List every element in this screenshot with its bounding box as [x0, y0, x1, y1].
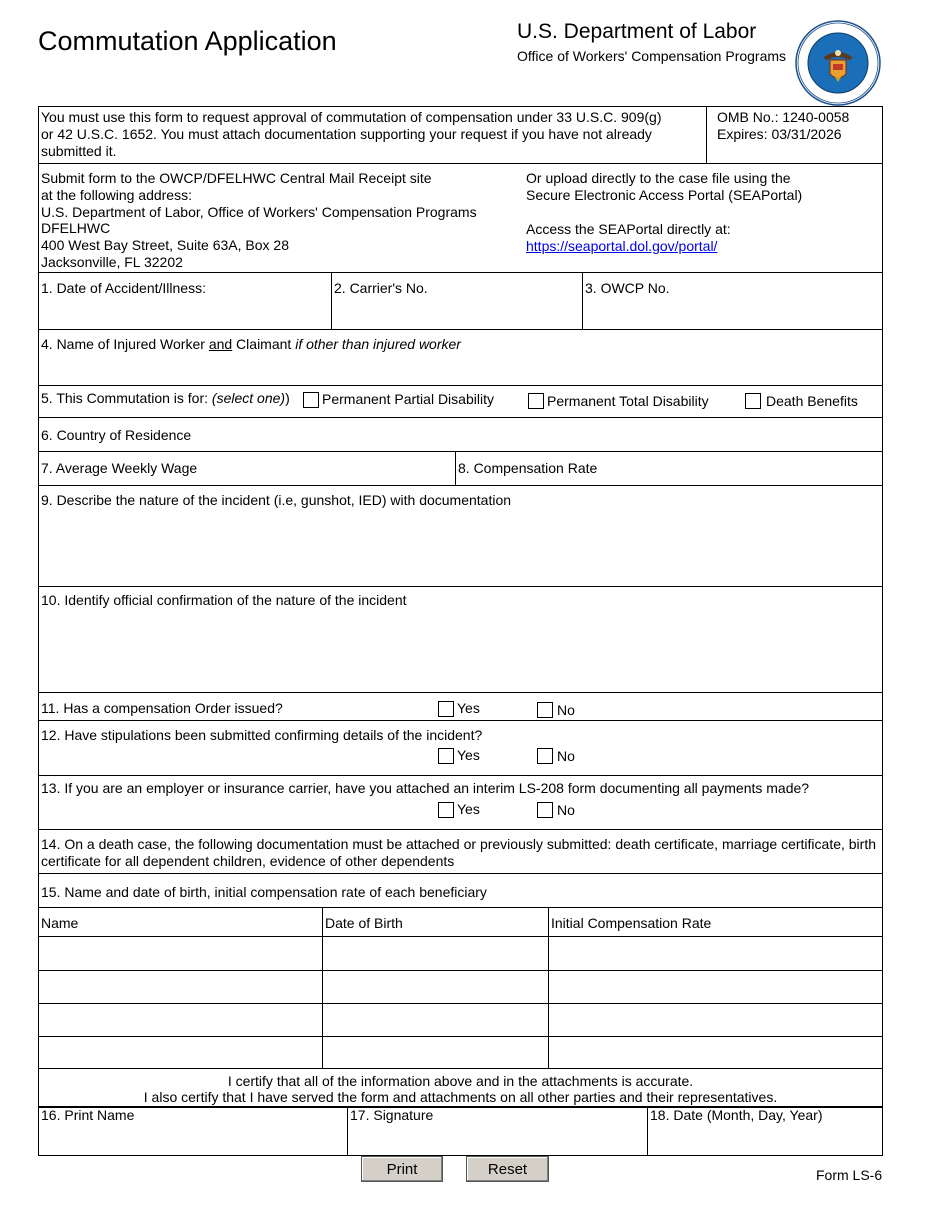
submit-line-4: DFELHWC: [41, 220, 111, 236]
reset-button[interactable]: Reset: [466, 1156, 549, 1182]
official-confirmation-label: 10. Identify official confirmation of the nature of the incident: [41, 592, 407, 608]
date-of-accident-label: 1. Date of Accident/Illness:: [41, 280, 206, 296]
stipulations-yes-checkbox[interactable]: [438, 748, 454, 764]
table-header-name: Name: [41, 915, 79, 931]
submit-line-2: at the following address:: [41, 187, 192, 203]
death-benefits-label: Death Benefits: [766, 393, 858, 409]
ppd-checkbox[interactable]: [303, 392, 319, 408]
date-label: 18. Date (Month, Day, Year): [650, 1107, 823, 1123]
intro-line-1: You must use this form to request approval of commutation of compensation under 33 U.S.C. 909(g): [41, 109, 662, 125]
table-row[interactable]: [39, 1037, 882, 1068]
submit-line-1: Submit form to the OWCP/DFELHWC Central Mail Receipt site: [41, 170, 432, 186]
submit-line-3: U.S. Department of Labor, Office of Workers' Compensation Programs: [41, 204, 477, 220]
table-header-dob: Date of Birth: [325, 915, 403, 931]
intro-line-3: submitted it.: [41, 143, 117, 159]
submit-line-6: Jacksonville, FL 32202: [41, 254, 183, 270]
table-header-comp-rate: Initial Compensation Rate: [551, 915, 712, 931]
beneficiaries-label: 15. Name and date of birth, initial compensation rate of each beneficiary: [41, 884, 487, 900]
stipulations-label: 12. Have stipulations been submitted confirming details of the incident?: [41, 727, 483, 743]
ls208-no-checkbox[interactable]: [537, 802, 553, 818]
death-case-docs-line-1: 14. On a death case, the following documentation must be attached or previously submitted: death certificate, marriage certificate, birth: [41, 836, 877, 852]
ls208-yes-checkbox[interactable]: [438, 802, 454, 818]
ls208-no-label: No: [557, 802, 575, 818]
country-of-residence-label: 6. Country of Residence: [41, 427, 192, 443]
order-issued-yes-checkbox[interactable]: [438, 701, 454, 717]
carrier-number-label: 2. Carrier's No.: [334, 280, 428, 296]
ls208-yes-label: Yes: [457, 801, 480, 817]
form-number: Form LS-6: [816, 1167, 883, 1183]
table-row[interactable]: [39, 937, 882, 970]
table-row[interactable]: [39, 1004, 882, 1036]
stipulations-no-label: No: [557, 748, 575, 764]
incident-nature-label: 9. Describe the nature of the incident (i.e, gunshot, IED) with documentation: [41, 492, 512, 508]
office-name: Office of Workers' Compensation Programs: [517, 48, 787, 64]
page-title: Commutation Application: [38, 26, 337, 56]
death-case-docs-line-2: certificate for all dependent children, evidence of other dependents: [41, 853, 455, 869]
ppd-label: Permanent Partial Disability: [322, 391, 494, 407]
ptd-checkbox[interactable]: [528, 393, 544, 409]
signature-label: 17. Signature: [350, 1107, 434, 1123]
print-button[interactable]: Print: [361, 1156, 443, 1182]
seaportal-link[interactable]: https://seaportal.dol.gov/portal/: [526, 238, 718, 254]
certify-line-1: I certify that all of the information above and in the attachments is accurate.: [227, 1073, 694, 1089]
intro-line-2: or 42 U.S.C. 1652. You must attach documentation supporting your request if you have not already: [41, 126, 652, 142]
average-weekly-wage-label: 7. Average Weekly Wage: [41, 460, 198, 476]
stipulations-yes-label: Yes: [457, 747, 480, 763]
dol-seal-logo: [795, 20, 881, 106]
commutation-type-label: 5. This Commutation is for: (select one)): [41, 390, 290, 406]
order-issued-no-label: No: [557, 702, 575, 718]
upload-line-3: Access the SEAPortal directly at:: [526, 221, 731, 237]
order-issued-yes-label: Yes: [457, 700, 480, 716]
print-name-label: 16. Print Name: [41, 1107, 135, 1123]
department-name: U.S. Department of Labor: [517, 20, 757, 43]
ls208-label: 13. If you are an employer or insurance carrier, have you attached an interim LS-208 form documenting all payments made?: [41, 780, 810, 796]
owcp-number-label: 3. OWCP No.: [585, 280, 670, 296]
order-issued-no-checkbox[interactable]: [537, 702, 553, 718]
stipulations-no-checkbox[interactable]: [537, 748, 553, 764]
certify-line-2: I also certify that I have served the form and attachments on all other parties and their representatives.: [143, 1089, 778, 1105]
omb-expiration: Expires: 03/31/2026: [717, 126, 842, 142]
ptd-label: Permanent Total Disability: [547, 393, 709, 409]
submit-line-5: 400 West Bay Street, Suite 63A, Box 28: [41, 237, 289, 253]
injured-worker-name-label: 4. Name of Injured Worker and Claimant if other than injured worker: [41, 336, 461, 352]
table-row[interactable]: [39, 971, 882, 1003]
upload-line-2: Secure Electronic Access Portal (SEAPortal): [526, 187, 803, 203]
omb-number: OMB No.: 1240-0058: [717, 109, 850, 125]
upload-line-1: Or upload directly to the case file using the: [526, 170, 791, 186]
order-issued-label: 11. Has a compensation Order issued?: [41, 700, 283, 716]
compensation-rate-label: 8. Compensation Rate: [458, 460, 598, 476]
death-benefits-checkbox[interactable]: [745, 393, 761, 409]
